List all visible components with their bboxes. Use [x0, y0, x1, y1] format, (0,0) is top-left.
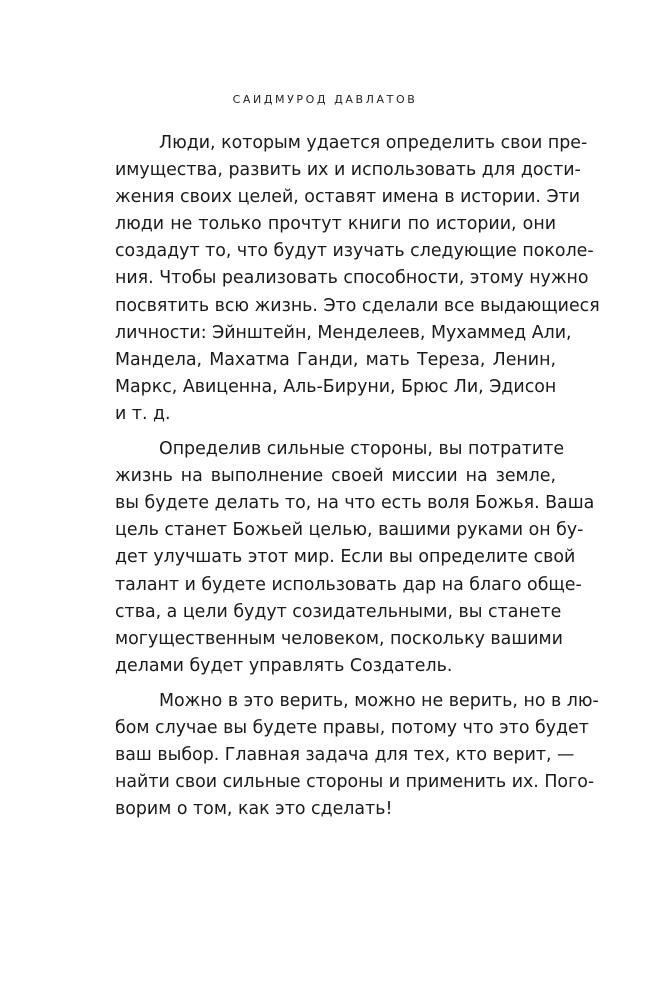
text-line: ния. Чтобы реализовать способности, этому нужно — [115, 268, 589, 289]
text-line: посвятить всю жизнь. Это сделали все выдающиеся — [115, 295, 600, 316]
text-line: Определив сильные стороны, вы потратите — [159, 439, 565, 460]
running-header: САИДМУРОД ДАВЛАТОВ — [232, 93, 418, 106]
paragraph — [115, 436, 595, 680]
text-line: талант и будете использовать дар на благо обще- — [115, 574, 582, 595]
text-line: личности: Эйнштейн, Менделеев, Мухаммед Али, — [115, 322, 572, 343]
text-line: ваш выбор. Главная задача для тех, кто верит, — — [115, 745, 575, 766]
text-line: ства, а цели будут созидательными, вы станете — [115, 601, 562, 622]
paragraph — [115, 130, 600, 428]
text-line: бом случае вы будете правы, потому что это будет — [115, 717, 589, 738]
text-line: имущества, развить их и использовать для дости- — [115, 160, 581, 181]
text-line: люди не только прочтут книги по истории, они — [115, 214, 556, 235]
text-line: жения своих целей, оставят имена в истории. Эти — [115, 187, 581, 208]
paragraph — [115, 688, 599, 823]
text-line: могущественным человеком, поскольку вашими — [115, 628, 563, 649]
text-line: Мандела, Махатма Ганди, мать Тереза, Ленин, — [115, 349, 556, 370]
text-line: жизнь на выполнение своей миссии на земле, — [115, 466, 556, 487]
text-line: делами будет управлять Создатель. — [115, 655, 453, 676]
body-text — [115, 130, 600, 823]
text-line: и т. д. — [115, 403, 171, 424]
text-line: найти свои сильные стороны и применить их. Пого- — [115, 772, 595, 793]
text-line: Маркс, Авиценна, Аль-Бируни, Брюс Ли, Эдисон — [115, 376, 557, 397]
text-line: цель станет Божьей целью, вашими руками он бу- — [115, 520, 584, 541]
text-line: Люди, которым удается определить свои пре- — [159, 133, 588, 153]
text-line: вы будете делать то, на что есть воля Божья. Ваша — [115, 493, 595, 514]
text-line: создадут то, что будут изучать следующие поколе- — [115, 241, 594, 262]
text-line: Можно в это верить, можно не верить, но в лю- — [159, 690, 599, 711]
text-line: дет улучшать этот мир. Если вы определите свой — [115, 547, 576, 568]
text-line: ворим о том, как это сделать! — [115, 799, 393, 820]
